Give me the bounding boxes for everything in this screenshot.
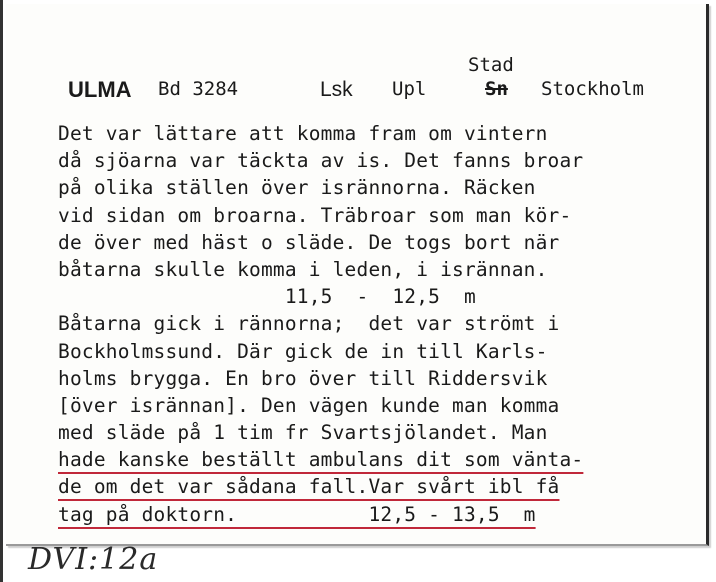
text-line: båtarna skulle komma i leden, i isrännan. [58,257,548,281]
text-line: med släde på 1 tim fr Svartsjölandet. Man [58,421,548,445]
text-line: då sjöarna var täckta av is. Det fanns broar [58,149,584,173]
text-line: Det var lättare att komma fram om vintern [58,122,548,145]
text-line: på olika ställen över isrännorna. Räcken [58,176,536,200]
archive-card [6,4,709,546]
text-line-underlined: hade kanske beställt ambulans dit som vänta- [58,448,584,472]
stad-label: Stad [468,54,514,76]
struck-label: Sn [485,78,508,100]
text-line: Båtarna gick i rännorna; det var strömt i [58,312,560,336]
text-line: 11,5 - 12,5 m [58,285,476,309]
record-number: Bd 3284 [158,78,239,100]
text-line-underlined: tag på doktorn. 12,5 - 13,5 m [58,502,536,526]
text-line-underlined: de om det var sådana fall.Var svårt ibl få [58,475,560,499]
card-text [58,120,583,528]
province: Upl [392,78,427,100]
text-line: Bockholmssund. Där gick de in till Karls- [58,339,548,363]
place-name: Stockholm [541,78,644,100]
text-line: holms brygga. En bro över till Riddersvik [58,366,548,390]
archive-name: ULMA [68,77,132,102]
text-line: [över isrännan]. Den vägen kunde man komma [58,393,560,417]
handwritten-code: DVI:12a [28,542,159,577]
text-line: de över med häst o släde. De togs bort när [58,230,560,254]
lsk-label: Lsk [320,78,353,101]
text-line: vid sidan om broarna. Träbroar som man kör- [58,203,572,227]
scan-edge [0,0,3,582]
